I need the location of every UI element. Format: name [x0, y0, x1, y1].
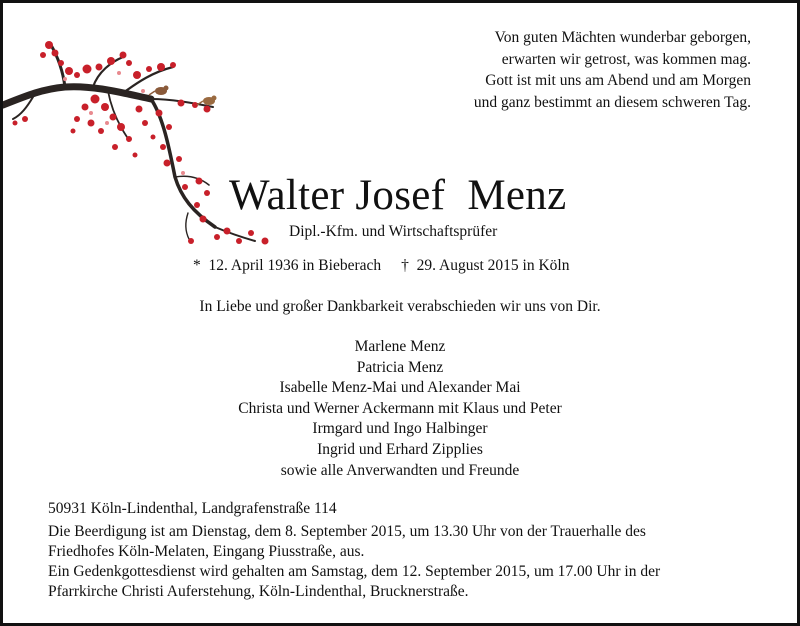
funeral-info-line: Friedhofes Köln-Melaten, Eingang Piusstraße, aus.: [48, 543, 365, 560]
mourner-name: Isabelle Menz-Mai und Alexander Mai: [279, 379, 521, 397]
life-dates: [193, 256, 569, 276]
mourner-name: Patricia Menz: [356, 358, 444, 376]
mourner-name: Ingrid und Erhard Zipplies: [317, 440, 483, 458]
funeral-info-line: Ein Gedenkgottesdienst wird gehalten am Samstag, dem 12. September 2015, um 17.00 Uhr in der: [48, 563, 661, 580]
deceased-profession: Dipl.-Kfm. und Wirtschaftsprüfer: [289, 223, 498, 240]
death-date: † 29. August 2015 in Köln: [401, 257, 570, 274]
farewell-message: In Liebe und großer Dankbarkeit verabschieden wir uns von Dir.: [199, 298, 601, 315]
poem-line: Von guten Mächten wunderbar geborgen,: [494, 29, 751, 46]
mourner-name: sowie alle Anverwandten und Freunde: [280, 461, 520, 479]
funeral-info-line: Die Beerdigung ist am Dienstag, dem 8. September 2015, um 13.30 Uhr von der Trauerhalle des: [48, 523, 646, 540]
family-address: 50931 Köln-Lindenthal, Landgrafenstraße 114: [48, 500, 337, 517]
funeral-info-line: Pfarrkirche Christi Auferstehung, Köln-Lindenthal, Brucknerstraße.: [48, 583, 469, 600]
deceased-name: Walter Josef Menz: [229, 172, 567, 219]
funeral-info: [48, 522, 763, 602]
poem-line: erwarten wir getrost, was kommen mag.: [501, 50, 751, 68]
birth-date: * 12. April 1936 in Bieberach: [193, 257, 382, 274]
poem: [421, 27, 751, 113]
poem-line: Gott ist mit uns am Abend und am Morgen: [485, 72, 751, 89]
mourners-list: [3, 337, 797, 481]
cherry-blossom-branch-illustration: [3, 27, 288, 257]
poem-line: und ganz bestimmt an diesem schweren Tag.: [473, 93, 751, 111]
mourner-name: Marlene Menz: [354, 338, 446, 355]
mourner-name: Christa und Werner Ackermann mit Klaus und Peter: [238, 399, 562, 417]
mourner-name: Irmgard und Ingo Halbinger: [312, 420, 488, 438]
